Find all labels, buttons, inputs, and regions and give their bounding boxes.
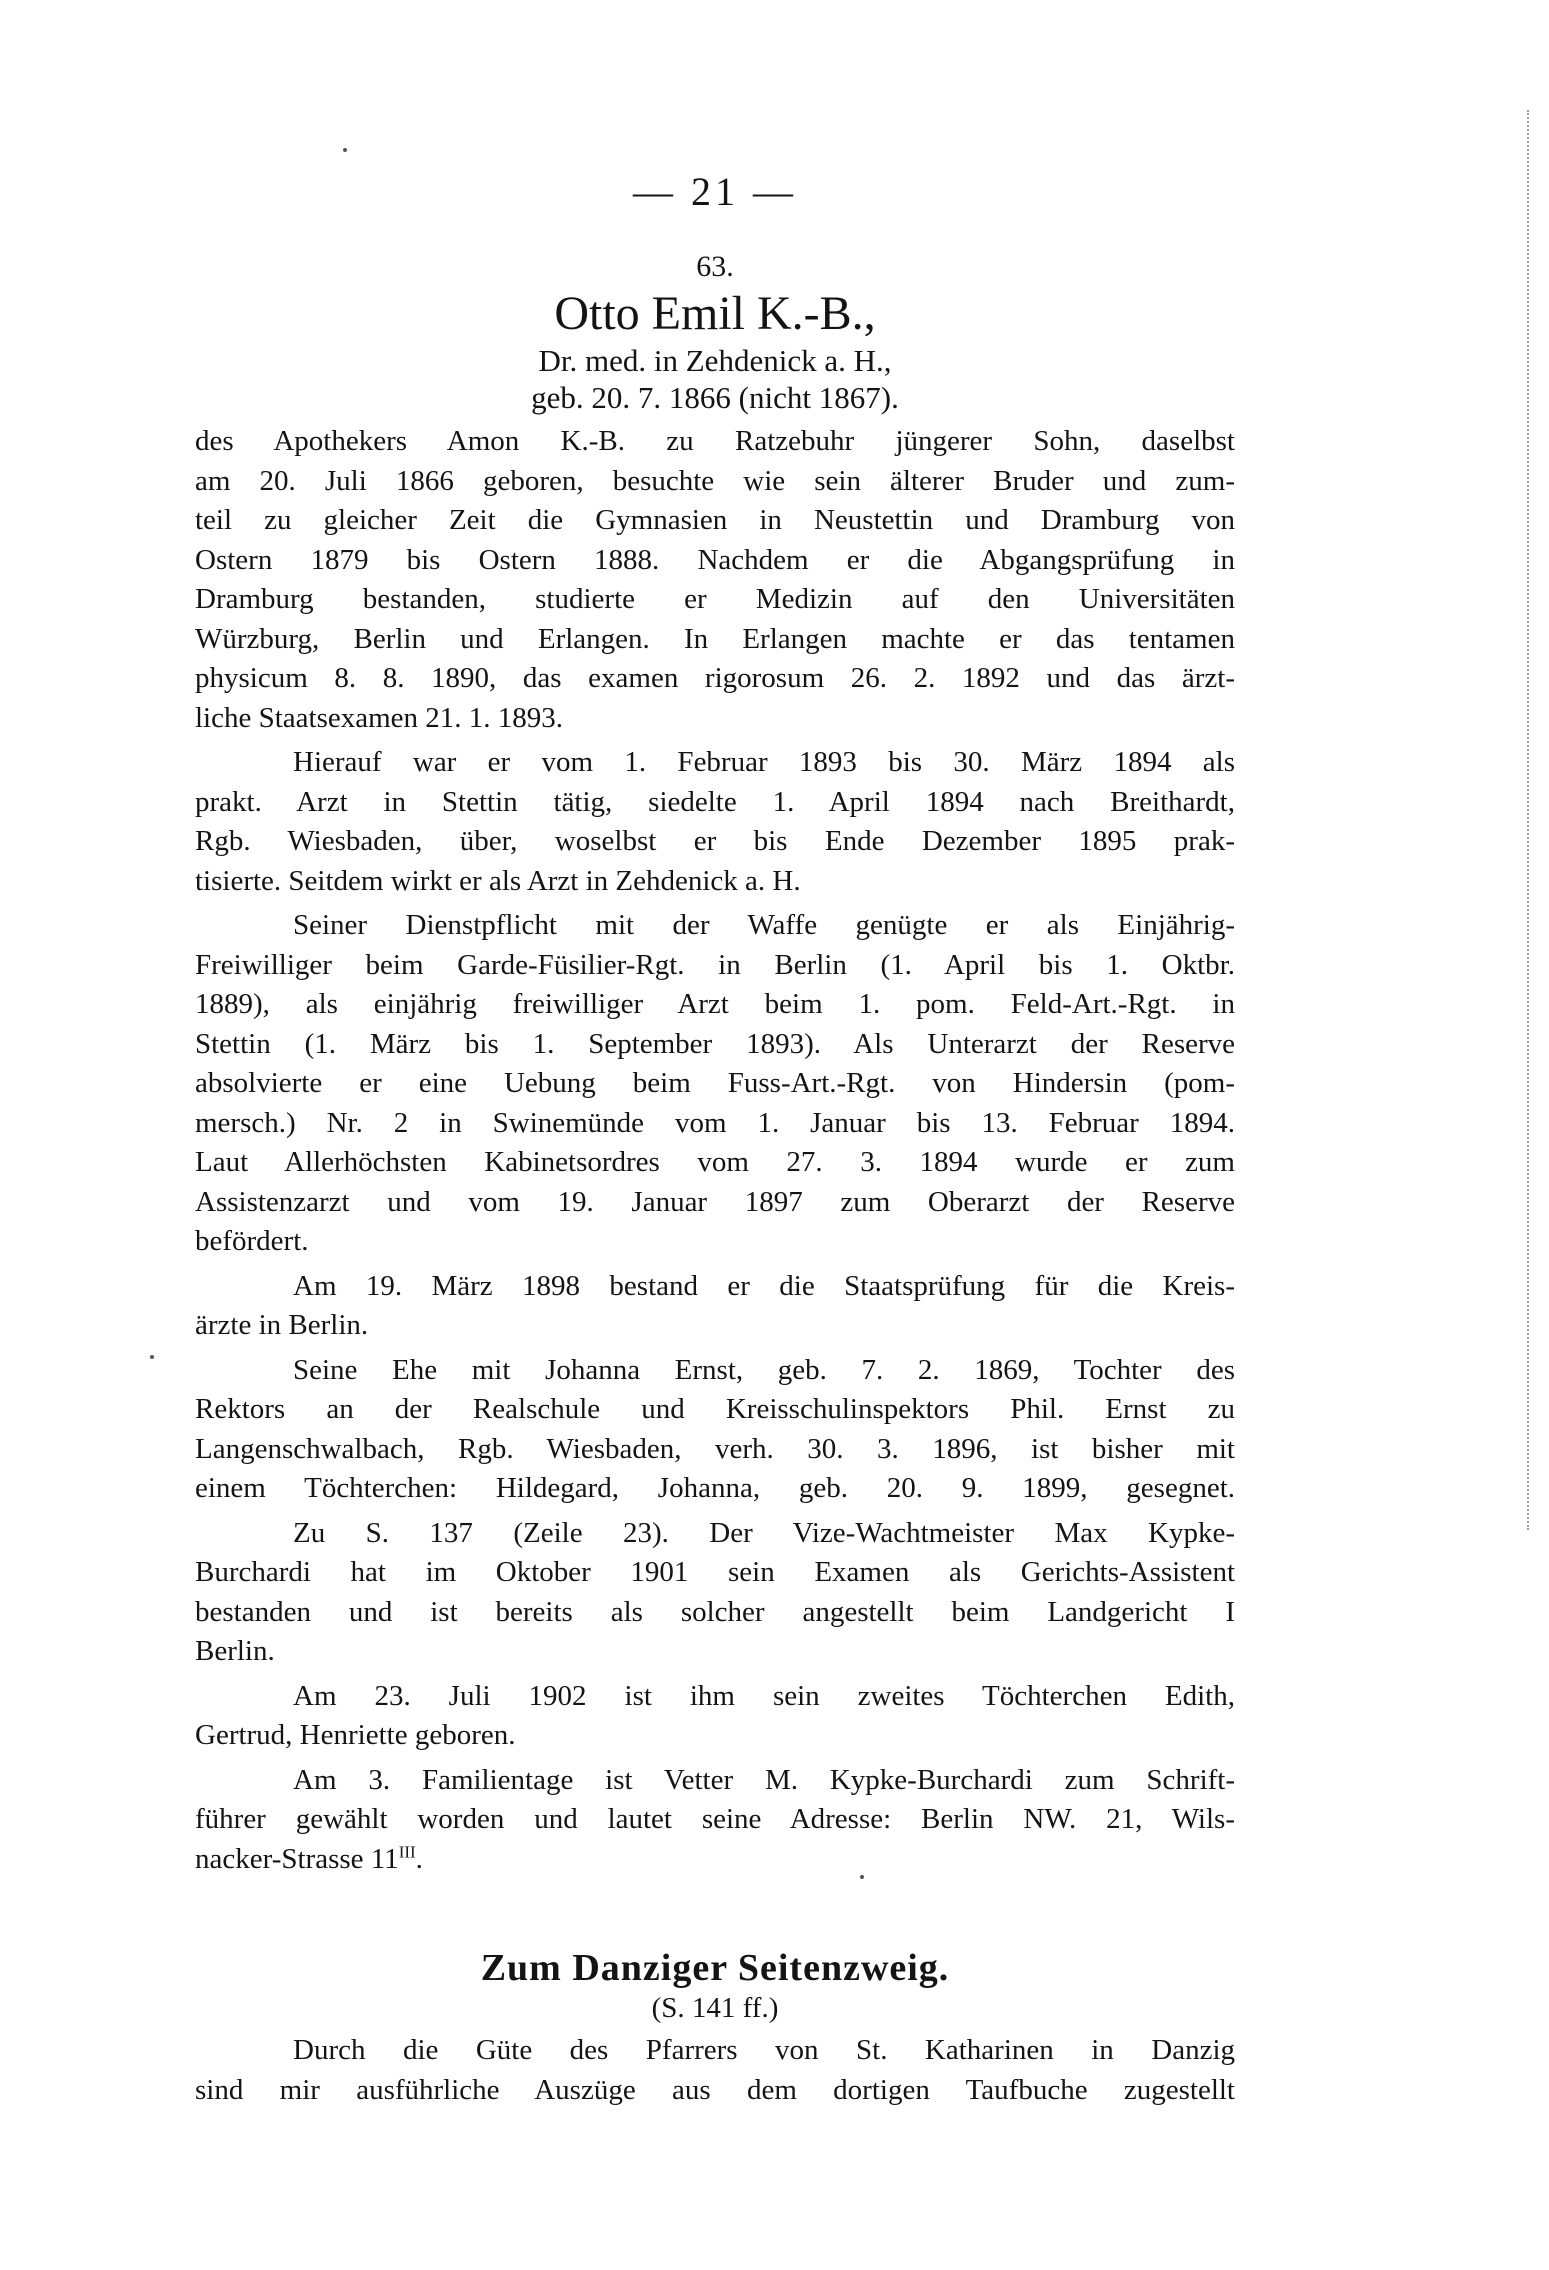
text-line-content: Assistenzarzt und vom 19. Januar 1897 zum Oberarzt der Reserve [195,1185,1235,1218]
text-line [195,541,1235,581]
text-line [195,1469,1235,1509]
text-line-content: Seiner Dienstpflicht mit der Waffe genügte er als Einjährig- [293,909,1235,941]
text-line [195,501,1235,541]
text-line-content: Zu S. 137 (Zeile 23). Der Vize-Wachtmeister Max Kypke- [293,1516,1235,1549]
text-line-content: Stettin (1. März bis 1. September 1893). Als Unterarzt der Reserve [195,1027,1235,1060]
text-line-content: Burchardi hat im Oktober 1901 sein Examen als Gerichts-Assistent [195,1556,1235,1588]
text-line-content: einem Töchterchen: Hildegard, Johanna, geb. 20. 9. 1899, gesegnet. [195,1472,1235,1504]
text-line-content: führer gewählt worden und lautet seine Adresse: Berlin NW. 21, Wils- [195,1803,1235,1835]
page-number: — 21 — [633,169,797,214]
text-line [195,422,1235,462]
text-line [195,1716,1235,1756]
text-line [195,985,1235,1025]
text-line [195,1677,1235,1717]
text-line [195,1553,1235,1593]
text-line: sind mir ausführliche Auszüge aus dem dortigen Taufbuche zugestellt [195,2073,1235,2106]
entry-title: Dr. med. in Zehdenick a. H., [538,343,892,378]
text-line-content: 1889), als einjährig freiwilliger Arzt beim 1. pom. Feld-Art.-Rgt. in [195,988,1235,1020]
text-line-content: Rgb. Wiesbaden, über, woselbst er bis Ende Dezember 1895 prak- [195,825,1235,857]
biography-body [195,422,1235,1879]
paragraph [195,1761,1235,1880]
text-line-content: teil zu gleicher Zeit die Gymnasien in Neustettin und Dramburg von [195,504,1235,536]
text-line-content: nacker-Strasse 11 [195,1842,399,1875]
scan-speck [150,1355,154,1359]
text-line-content: mersch.) Nr. 2 in Swinemünde vom 1. Januar bis 13. Februar 1894. [195,1106,1235,1139]
section-body [195,2031,1235,2110]
text-line [195,1800,1235,1840]
text-line-content: absolvierte er eine Uebung beim Fuss-Art.-Rgt. von Hindersin (pom- [195,1067,1235,1099]
text-line-content: prakt. Arzt in Stettin tätig, siedelte 1. April 1894 nach Breithardt, [195,785,1235,818]
text-line-content: Hierauf war er vom 1. Februar 1893 bis 30. März 1894 als [293,746,1235,778]
text-line [195,1593,1235,1633]
text-line [195,783,1235,823]
text-line-content: des Apothekers Amon K.-B. zu Ratzebuhr jüngerer Sohn, daselbst [195,425,1235,457]
entry-name-heading: Otto Emil K.-B., [554,287,876,340]
text-line-content: tisierte. Seitdem wirkt er als Arzt in Zehdenick a. H. [195,864,801,897]
text-line-content: Dramburg bestanden, studierte er Medizin auf den Universitäten [195,583,1235,615]
text-line: Durch die Güte des Pfarrers von St. Katharinen in Danzig [293,2034,1235,2066]
line-suffix: . [415,1842,423,1875]
text-line-content: Freiwilliger beim Garde-Füsilier-Rgt. in Berlin (1. April bis 1. Oktbr. [195,948,1235,981]
section-heading: Zum Danziger Seitenzweig. [480,1947,950,1989]
text-line [195,699,1235,739]
text-line-content: Seine Ehe mit Johanna Ernst, geb. 7. 2. 1869, Tochter des [293,1353,1235,1386]
text-line [195,1632,1235,1672]
text-line [195,580,1235,620]
text-line-content: befördert. [195,1225,309,1257]
text-line-content: Gertrud, Henriette geboren. [195,1719,516,1751]
text-line [195,462,1235,502]
text-line [195,1430,1235,1470]
section-reference: (S. 141 ff.) [651,1992,779,2024]
text-line-content: Ostern 1879 bis Ostern 1888. Nachdem er die Abgangsprüfung in [195,543,1235,576]
text-line-content: Am 23. Juli 1902 ist ihm sein zweites Töchterchen Edith, [293,1679,1235,1712]
paragraph [195,1267,1235,1346]
text-line [195,1025,1235,1065]
text-line-content: liche Staatsexamen 21. 1. 1893. [195,701,564,734]
entry-number: 63. [696,250,734,283]
floor-superscript: III [398,1841,416,1861]
text-line-content: bestanden und ist bereits als solcher angestellt beim Landgericht I [195,1595,1235,1628]
text-line [195,1104,1235,1144]
paragraph [195,422,1235,738]
text-line-content: physicum 8. 8. 1890, das examen rigorosum 26. 2. 1892 und das ärzt- [195,662,1235,694]
text-line [195,1761,1235,1801]
text-line-content: Langenschwalbach, Rgb. Wiesbaden, verh. 30. 3. 1896, ist bisher mit [195,1432,1235,1465]
entry-birth-date: geb. 20. 7. 1866 (nicht 1867). [531,380,899,415]
text-line [195,1222,1235,1262]
text-line [195,1390,1235,1430]
text-line [195,1064,1235,1104]
paragraph [195,906,1235,1262]
text-line [195,946,1235,986]
text-line-content: Berlin. [195,1635,275,1667]
text-line-content: Am 19. März 1898 bestand er die Staatsprüfung für die Kreis- [293,1269,1235,1302]
scan-speck [343,148,347,152]
text-line-content: Rektors an der Realschule und Kreisschulinspektors Phil. Ernst zu [195,1393,1235,1425]
text-line [195,1351,1235,1391]
text-line [195,659,1235,699]
text-line [195,906,1235,946]
paragraph [195,1351,1235,1509]
text-line [195,620,1235,660]
text-line-content: Würzburg, Berlin und Erlangen. In Erlangen machte er das tentamen [195,622,1235,655]
text-line [195,862,1235,902]
text-line [195,1143,1235,1183]
text-line-content: ärzte in Berlin. [195,1309,369,1341]
text-line [195,822,1235,862]
text-line-content: Am 3. Familientage ist Vetter M. Kypke-Burchardi zum Schrift- [293,1763,1235,1796]
paragraph [195,1514,1235,1672]
text-line-content: Laut Allerhöchsten Kabinetsordres vom 27. 3. 1894 wurde er zum [195,1146,1235,1178]
paragraph [195,1677,1235,1756]
text-line [195,1306,1235,1346]
paragraph [195,743,1235,901]
text-line [195,743,1235,783]
text-line [195,1183,1235,1223]
text-line [195,1840,1235,1880]
text-line-content: am 20. Juli 1866 geboren, besuchte wie sein älterer Bruder und zum- [195,464,1235,497]
text-line [195,1267,1235,1307]
scan-edge-artifact [1527,110,1529,1530]
text-line [195,1514,1235,1554]
